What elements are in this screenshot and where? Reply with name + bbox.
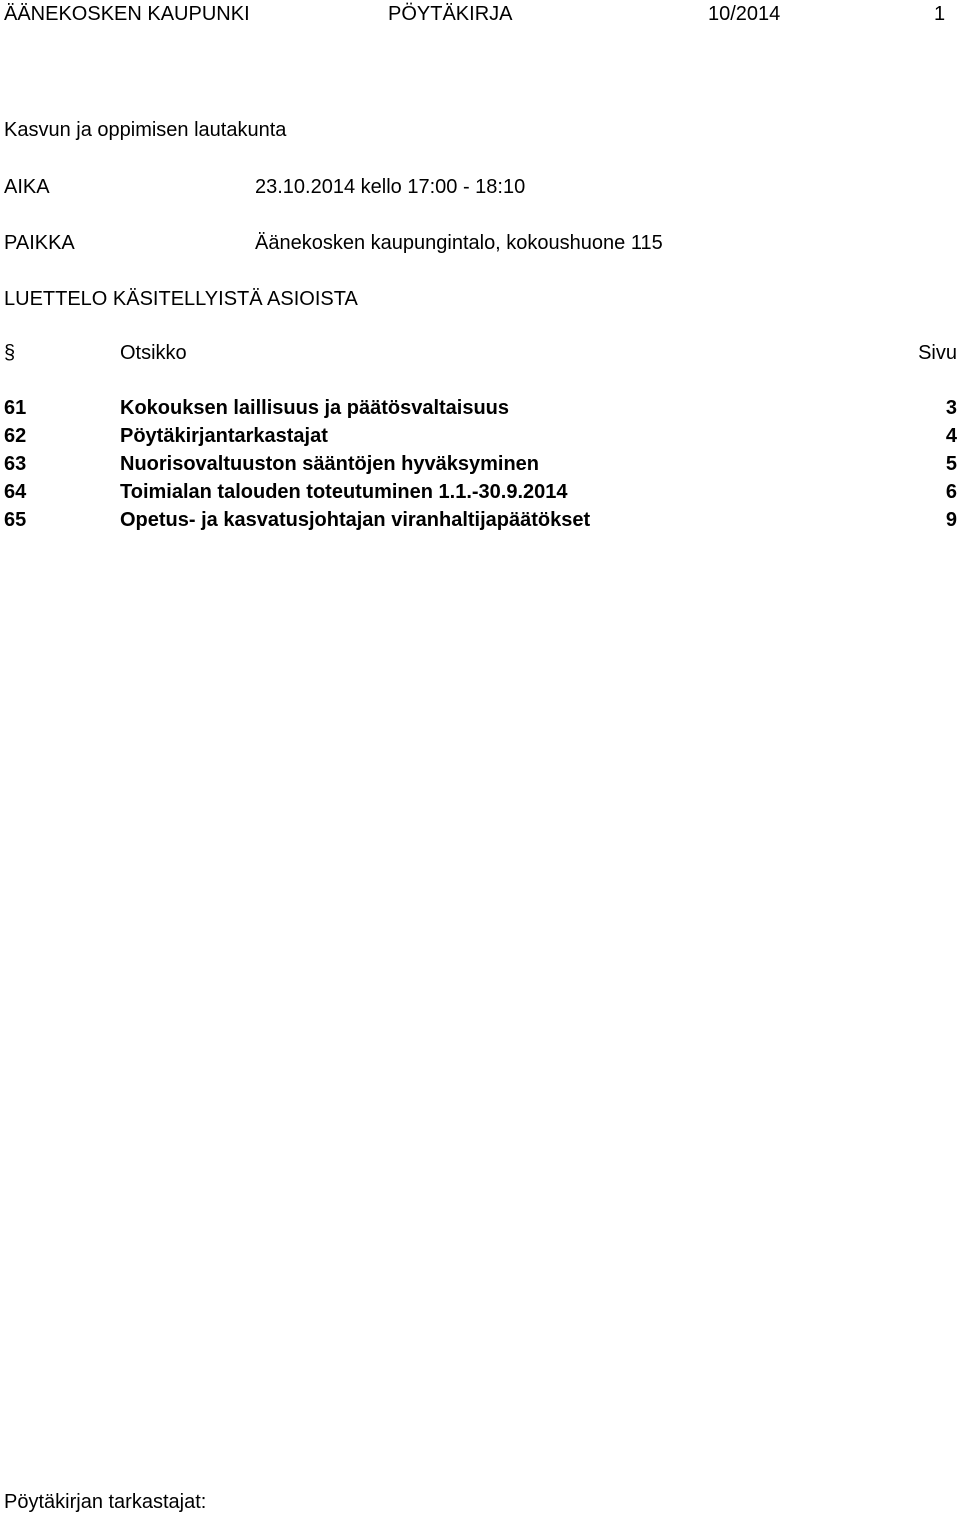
column-header-title: Otsikko (120, 342, 187, 364)
item-number: 62 (4, 425, 27, 447)
page-number: 1 (934, 3, 946, 25)
item-title: Kokouksen laillisuus ja päätösvaltaisuus (120, 397, 510, 419)
document-type: PÖYTÄKIRJA (388, 3, 513, 25)
organization-name: ÄÄNEKOSKEN KAUPUNKI (4, 3, 250, 25)
item-page: 6 (945, 481, 957, 503)
place-label: PAIKKA (4, 232, 75, 254)
place-value: Äänekosken kaupungintalo, kokoushuone 115 (255, 232, 663, 254)
list-item (0, 480, 960, 504)
item-number: 65 (4, 509, 27, 531)
item-number: 61 (4, 397, 27, 419)
list-item (0, 508, 960, 532)
item-title: Pöytäkirjantarkastajat (120, 425, 328, 447)
list-item (0, 396, 960, 420)
item-page: 9 (945, 509, 957, 531)
document-number: 10/2014 (708, 3, 781, 25)
item-number: 64 (4, 481, 27, 503)
list-item (0, 452, 960, 476)
item-number: 63 (4, 453, 27, 475)
item-page: 3 (945, 397, 957, 419)
item-page: 4 (945, 425, 957, 447)
time-value: 23.10.2014 kello 17:00 - 18:10 (255, 176, 526, 198)
signers-label: Pöytäkirjan tarkastajat: (4, 1491, 207, 1513)
committee-name: Kasvun ja oppimisen lautakunta (4, 119, 287, 141)
list-item (0, 424, 960, 448)
time-label: AIKA (4, 176, 50, 198)
column-header-section: § (4, 342, 16, 364)
item-title: Nuorisovaltuuston sääntöjen hyväksyminen (120, 453, 539, 475)
item-title: Opetus- ja kasvatusjohtajan viranhaltijapäätökset (120, 509, 591, 531)
item-page: 5 (945, 453, 957, 475)
column-header-page: Sivu (918, 342, 957, 364)
item-title: Toimialan talouden toteutuminen 1.1.-30.9.2014 (120, 481, 568, 503)
list-heading: LUETTELO KÄSITELLYISTÄ ASIOISTA (4, 288, 358, 310)
